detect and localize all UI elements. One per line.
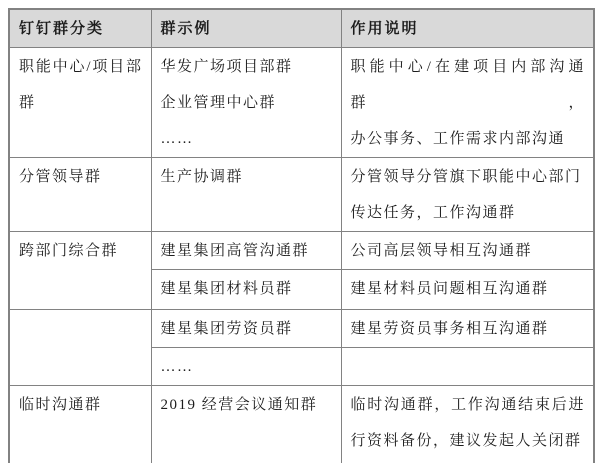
cell-example-executives-group: 建星集团高管沟通群 (151, 232, 341, 270)
cell-purpose-functional-center (341, 48, 594, 158)
category-line: 职能中心/项目部 (19, 59, 143, 75)
table-row (9, 386, 594, 463)
purpose-line: 职能中心/在建项目内部沟通群， (350, 59, 585, 111)
example-line: …… (160, 131, 194, 147)
purpose-line: 分管领导分管旗下职能中心部门 (350, 169, 582, 185)
cell-example-materials-group: 建星集团材料员群 (151, 270, 341, 310)
table-row (9, 232, 594, 270)
cell-example-labor-group: 建星集团劳资员群 (151, 310, 341, 348)
header-cell-example: 群示例 (151, 9, 341, 48)
dingtalk-group-table (8, 8, 595, 463)
table-header-row (9, 9, 594, 48)
purpose-line: 传达任务，工作沟通群 (350, 205, 516, 221)
header-cell-category: 钉钉群分类 (9, 9, 151, 48)
cell-purpose-executives-group: 公司高层领导相互沟通群 (341, 232, 594, 270)
purpose-line: 办公事务、工作需求内部沟通 (350, 131, 566, 147)
example-line: 企业管理中心群 (160, 95, 277, 111)
cell-category-supervising-leader: 分管领导群 (9, 158, 151, 232)
cell-example-supervising-leader: 生产协调群 (151, 158, 341, 232)
cell-example-temporary: 2019 经营会议通知群 (151, 386, 341, 463)
header-cell-purpose: 作用说明 (341, 9, 594, 48)
cell-example-functional-center (151, 48, 341, 158)
purpose-line: 行资料备份，建议发起人关闭群 (350, 433, 582, 449)
cell-purpose-empty (341, 348, 594, 386)
cell-example-ellipsis: …… (151, 348, 341, 386)
cell-purpose-supervising-leader (341, 158, 594, 232)
table-row (9, 48, 594, 158)
cell-category-cross-department-empty (9, 310, 151, 386)
cell-purpose-materials-group: 建星材料员问题相互沟通群 (341, 270, 594, 310)
category-line: 群 (19, 95, 36, 111)
table-row (9, 310, 594, 348)
example-line: 华发广场项目部群 (160, 59, 293, 75)
purpose-line: 临时沟通群，工作沟通结束后进 (350, 397, 585, 413)
cell-purpose-labor-group: 建星劳资员事务相互沟通群 (341, 310, 594, 348)
cell-category-cross-department: 跨部门综合群 (9, 232, 151, 310)
cell-purpose-temporary (341, 386, 594, 463)
cell-category-temporary: 临时沟通群 (9, 386, 151, 463)
cell-category-functional-center (9, 48, 151, 158)
table-row (9, 158, 594, 232)
